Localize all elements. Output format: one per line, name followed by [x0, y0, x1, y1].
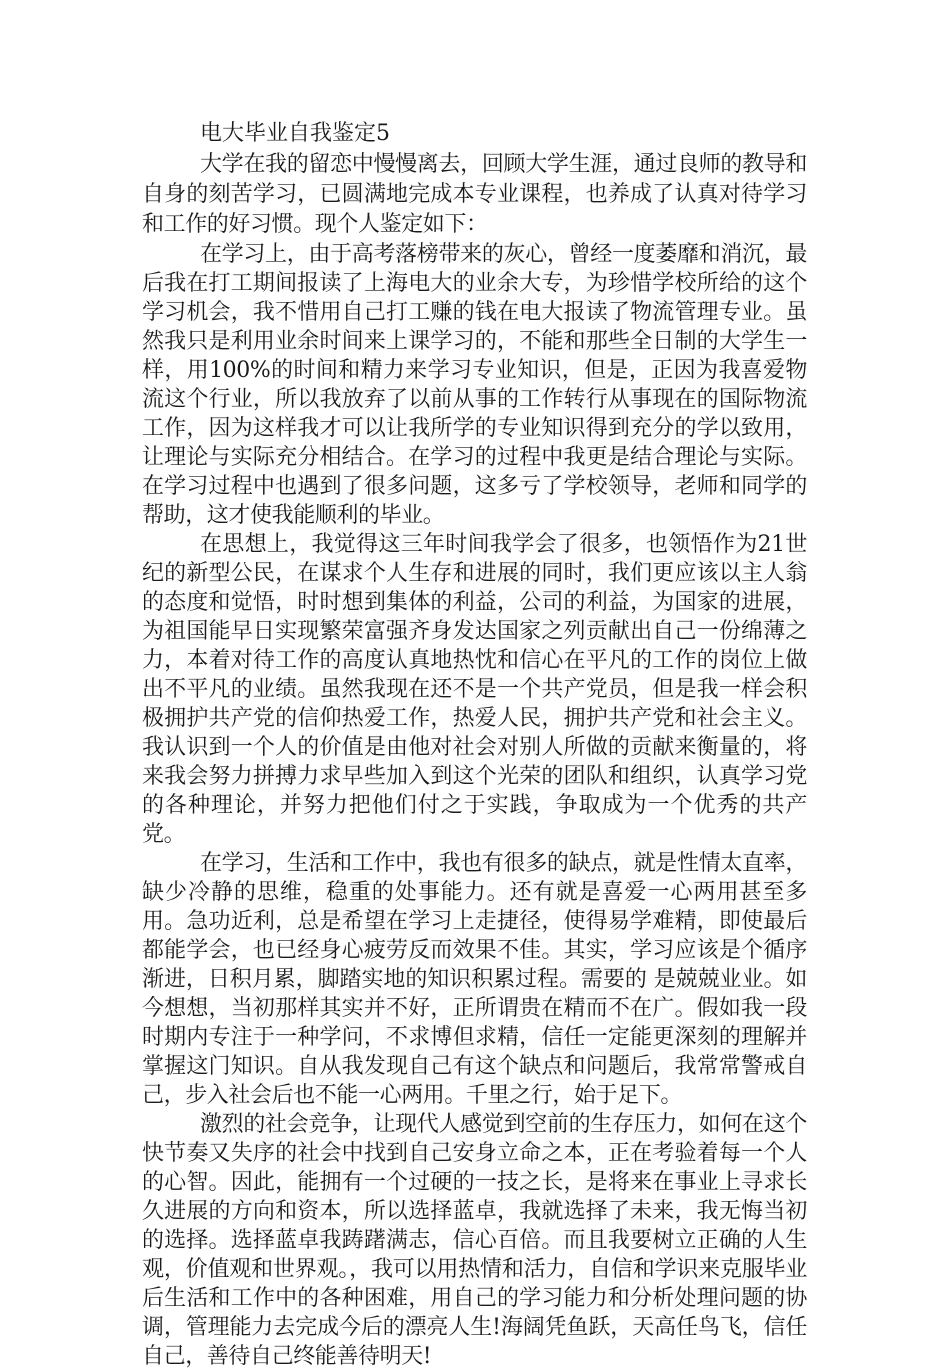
paragraph-shortcomings: 在学习，生活和工作中，我也有很多的缺点，就是性情太直率，缺少冷静的思维，稳重的处事能力。还有就是喜爱一心两用甚至多用。急功近利，总是希望在学习上走捷径，使得易学难精，即使最后都能学会，也已经身心疲劳反而效果不佳。其实，学习应该是个循序渐进，日积月累，脚踏实地的知识积累过程。需要的 是兢兢业业。如今想想，当初那样其实并不好，正所谓贵在精而不在广。假如我一段时期内专注于一种学问，不求博但求精，信任一定能更深刻的理解并掌握这门知识。自从我发现自己有这个缺点和问题后，我常常警戒自己，步入社会后也不能一心两用。千里之行，始于足下。 [142, 851, 807, 1108]
document-title: 电大毕业自我鉴定5 [200, 121, 390, 146]
paragraph-study: 在学习上，由于高考落榜带来的灰心，曾经一度萎靡和消沉，最后我在打工期间报读了上海电大的业余大专，为珍惜学校所给的这个学习机会，我不惜用自己打工赚的钱在电大报读了物流管理专业。虽然我只是利用业余时间来上课学习的，不能和那些全日制的大学生一样，用100%的时间和精力来学习专业知识，但是，正因为我喜爱物流这个行业，所以我放弃了以前从事的工作转行从事现在的国际物流工作，因为这样我才可以让我所学的专业知识得到充分的学以致用，让理论与实际充分相结合。在学习的过程中我更是结合理论与实际。在学习过程中也遇到了很多问题，这多亏了学校领导，老师和同学的帮助，这才使我能顺利的毕业。 [142, 242, 807, 528]
paragraph-outlook: 激烈的社会竞争，让现代人感觉到空前的生存压力，如何在这个快节奏又失序的社会中找到自己安身立命之本，正在考验着每一个人的心智。因此，能拥有一个过硬的一技之长，是将来在事业上寻求长久进展的方向和资本，所以选择蓝卓，我就选择了未来，我无悔当初的选择。选择蓝卓我踌躇满志，信心百倍。而且我要树立正确的人生观，价值观和世界观。，我可以用热情和活力，自信和学识来克服毕业后生活和工作中的各种困难，用自己的学习能力和分析处理问题的协调，管理能力去完成今后的漂亮人生!海阔凭鱼跃，天高任鸟飞，信任自己，善待自己终能善待明天! [142, 1112, 807, 1369]
document-page [142, 118, 807, 1371]
paragraph-intro: 大学在我的留恋中慢慢离去，回顾大学生涯，通过良师的教导和自身的刻苦学习，已圆满地完成本专业课程，也养成了认真对待学习和工作的好习惯。现个人鉴定如下： [142, 152, 807, 237]
paragraph-ideology: 在思想上，我觉得这三年时间我学会了很多，也领悟作为21世纪的新型公民，在谋求个人生存和进展的同时，我们更应该以主人翁的态度和觉悟，时时想到集体的利益，公司的利益，为国家的进展，为祖国能早日实现繁荣富强齐身发达国家之列贡献出自己一份绵薄之力，本着对待工作的高度认真地热忱和信心在平凡的工作的岗位上做出不平凡的业绩。虽然我现在还不是一个共产党员，但是我一样会积极拥护共产党的信仰热爱工作，热爱人民，拥护共产党和社会主义。我认识到一个人的价值是由他对社会对别人所做的贡献来衡量的，将来我会努力拼搏力求早些加入到这个光荣的团队和组织，认真学习党的各种理论，并努力把他们付之于实践，争取成为一个优秀的共产党。 [142, 532, 807, 847]
